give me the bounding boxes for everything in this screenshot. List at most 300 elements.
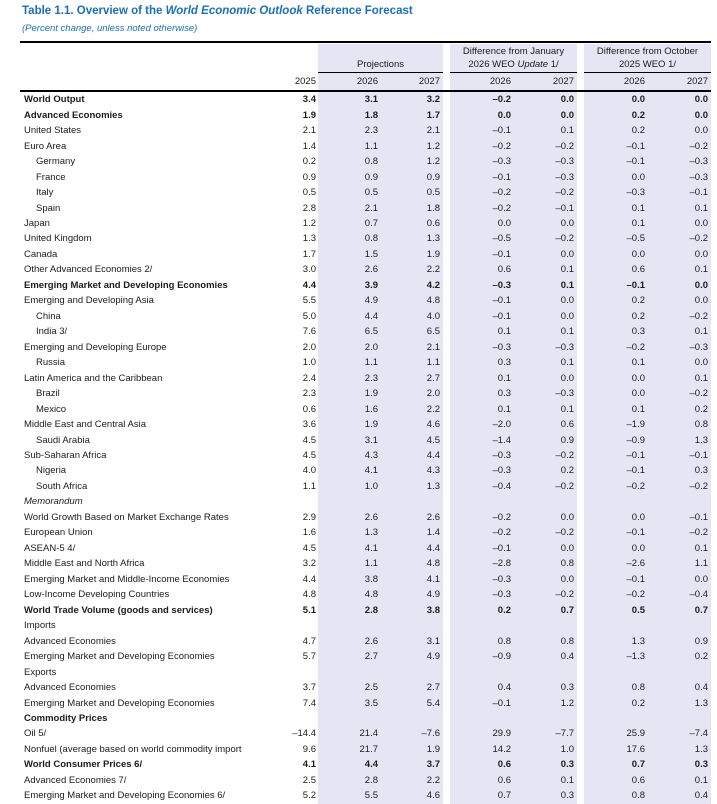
cell-value: 0.0 (631, 94, 645, 106)
cell-value: 4.4 (364, 310, 378, 322)
cell-value: –0.1 (626, 279, 645, 291)
cell-value: 14.2 (492, 743, 511, 755)
table-row (20, 541, 711, 556)
table-row (20, 247, 711, 262)
row-label: World Output (24, 94, 85, 106)
cell-value: 1.9 (426, 248, 440, 260)
row-label: China (36, 310, 61, 322)
table-row (20, 370, 711, 385)
cell-value: 2.0 (302, 341, 316, 353)
cell-value: 0.6 (426, 217, 440, 229)
cell-value: 3.9 (364, 279, 378, 291)
cell-value: 17.6 (626, 743, 645, 755)
table-subtitle: (Percent change, unless noted otherwise) (22, 23, 198, 34)
row-label: Advanced Economies (24, 635, 116, 647)
cell-value: 0.2 (631, 310, 645, 322)
table-row (20, 572, 711, 587)
row-label: Canada (24, 248, 58, 260)
cell-value: 2.7 (426, 372, 440, 384)
cell-value: 3.0 (302, 264, 316, 276)
cell-value: –0.2 (555, 233, 574, 245)
cell-value: –0.3 (555, 341, 574, 353)
cell-value: 4.0 (302, 465, 316, 477)
cell-value: 4.9 (426, 651, 440, 663)
cell-value: 4.7 (302, 635, 316, 647)
cell-value: 0.0 (560, 573, 574, 585)
cell-value: 0.0 (560, 94, 574, 106)
cell-value: –0.2 (555, 450, 574, 462)
row-label: Emerging and Developing Asia (24, 295, 154, 307)
cell-value: 0.0 (631, 372, 645, 384)
table-row (20, 278, 711, 293)
cell-value: 5.4 (426, 697, 440, 709)
year-header-jan-2026: 2026 (489, 76, 511, 87)
cell-value: –0.4 (689, 589, 708, 601)
table-row (20, 742, 711, 757)
cell-value: –0.3 (492, 589, 511, 601)
cell-value: 2.3 (364, 372, 378, 384)
cell-value: 1.3 (426, 233, 440, 245)
cell-value: 0.5 (426, 187, 440, 199)
row-label: India 3/ (36, 326, 68, 338)
table-row (20, 401, 711, 416)
table-row (20, 185, 711, 200)
cell-value: 0.9 (694, 635, 708, 647)
table-row (20, 200, 711, 215)
table-row (20, 556, 711, 571)
cell-value: 0.0 (694, 357, 708, 369)
cell-value: 4.4 (364, 759, 378, 771)
table-header (20, 44, 711, 91)
cell-value: 0.1 (694, 202, 708, 214)
row-label: Imports (24, 620, 56, 632)
row-label: Advanced Economies (24, 682, 116, 694)
cell-value: 0.4 (694, 790, 708, 802)
cell-value: –0.1 (492, 171, 511, 183)
year-header-jan-2027: 2027 (552, 76, 574, 87)
cell-value: 0.7 (631, 759, 645, 771)
table-row (20, 309, 711, 324)
cell-value: 0.6 (631, 774, 645, 786)
cell-value: 0.8 (364, 156, 378, 168)
cell-value: –2.0 (492, 419, 511, 431)
table-row (20, 262, 711, 277)
cell-value: 0.4 (497, 682, 511, 694)
cell-value: 4.8 (364, 589, 378, 601)
cell-value: 3.2 (302, 558, 316, 570)
cell-value: 3.4 (302, 94, 316, 106)
cell-value: 1.3 (631, 635, 645, 647)
cell-value: 4.9 (426, 589, 440, 601)
cell-value: 1.2 (302, 217, 316, 229)
cell-value: 4.2 (426, 279, 440, 291)
cell-value: 0.0 (694, 94, 708, 106)
cell-value: 3.7 (302, 682, 316, 694)
cell-value: 1.3 (302, 233, 316, 245)
cell-value: 25.9 (626, 728, 645, 740)
cell-value: 0.2 (497, 604, 511, 616)
cell-value: 1.6 (302, 527, 316, 539)
cell-value: 0.1 (560, 326, 574, 338)
cell-value: 0.1 (631, 357, 645, 369)
row-label: Mexico (36, 403, 67, 415)
table-row (20, 231, 711, 246)
cell-value: 1.6 (364, 403, 378, 415)
cell-value: 1.1 (364, 357, 378, 369)
cell-value: 0.3 (497, 388, 511, 400)
row-label: Saudi Arabia (36, 434, 90, 446)
cell-value: 0.0 (497, 109, 511, 121)
cell-value: 0.1 (560, 774, 574, 786)
row-label: World Growth Based on Market Exchange Rates (24, 511, 229, 523)
cell-value: 0.2 (694, 403, 708, 415)
row-label: Euro Area (24, 140, 67, 152)
table-row (20, 463, 711, 478)
row-label: Emerging Market and Developing Economies (24, 697, 215, 709)
cell-value: 0.0 (694, 573, 708, 585)
cell-value: 0.6 (497, 264, 511, 276)
cell-value: 4.4 (302, 573, 316, 585)
cell-value: –0.1 (492, 310, 511, 322)
cell-value: 2.8 (302, 202, 316, 214)
cell-value: –0.1 (689, 187, 708, 199)
cell-value: 2.5 (364, 682, 378, 694)
cell-value: 1.2 (426, 156, 440, 168)
row-label: Emerging Market and Middle-Income Economies (24, 573, 230, 585)
cell-value: 4.8 (426, 558, 440, 570)
cell-value: 0.0 (560, 248, 574, 260)
table-row (20, 355, 711, 370)
cell-value: 0.1 (560, 279, 574, 291)
table-row (20, 695, 711, 710)
year-header-2025: 2025 (294, 76, 316, 87)
cell-value: 4.8 (426, 295, 440, 307)
cell-value: 0.3 (694, 465, 708, 477)
cell-value: 0.8 (631, 790, 645, 802)
cell-value: 0.8 (364, 233, 378, 245)
cell-value: –0.1 (555, 202, 574, 214)
row-label: Low-Income Developing Countries (24, 589, 170, 601)
cell-value: 4.6 (426, 419, 440, 431)
cell-value: 0.1 (694, 264, 708, 276)
cell-value: 0.3 (560, 790, 574, 802)
cell-value: 4.4 (426, 450, 440, 462)
table-row (20, 649, 711, 664)
cell-value: 0.2 (631, 125, 645, 137)
cell-value: –0.4 (492, 480, 511, 492)
cell-value: –0.3 (689, 171, 708, 183)
cell-value: –0.3 (492, 341, 511, 353)
cell-value: 0.0 (560, 372, 574, 384)
table-title (22, 5, 413, 17)
table-row (20, 525, 711, 540)
cell-value: –0.2 (626, 480, 645, 492)
table-row (20, 602, 711, 617)
cell-value: 0.0 (694, 248, 708, 260)
row-label: Nigeria (36, 465, 67, 477)
cell-value: 5.7 (302, 651, 316, 663)
cell-value: –0.2 (555, 589, 574, 601)
cell-value: –7.6 (421, 728, 440, 740)
cell-value: –0.3 (689, 341, 708, 353)
cell-value: 2.6 (364, 511, 378, 523)
cell-value: 5.5 (302, 295, 316, 307)
cell-value: 1.3 (694, 434, 708, 446)
cell-value: –0.2 (689, 233, 708, 245)
cell-value: 0.2 (694, 651, 708, 663)
cell-value: 0.7 (497, 790, 511, 802)
row-label: Emerging Market and Developing Economies 6/ (24, 790, 226, 802)
cell-value: –0.1 (689, 511, 708, 523)
cell-value: 1.9 (302, 109, 316, 121)
cell-value: 6.5 (426, 326, 440, 338)
table-row (20, 680, 711, 695)
cell-value: 4.1 (364, 542, 378, 554)
cell-value: 4.5 (426, 434, 440, 446)
table-row (20, 448, 711, 463)
cell-value: –0.9 (626, 434, 645, 446)
cell-value: –7.7 (555, 728, 574, 740)
cell-value: –0.3 (555, 388, 574, 400)
cell-value: 0.2 (631, 109, 645, 121)
cell-value: 0.2 (631, 295, 645, 307)
table-row (20, 92, 711, 107)
cell-value: 21.7 (359, 743, 378, 755)
table-row (20, 711, 711, 726)
cell-value: 0.3 (560, 759, 574, 771)
cell-value: 0.2 (560, 465, 574, 477)
row-label: Germany (36, 156, 76, 168)
cell-value: –0.2 (492, 527, 511, 539)
cell-value: 2.0 (364, 341, 378, 353)
cell-value: –0.2 (689, 388, 708, 400)
cell-value: 3.5 (364, 697, 378, 709)
row-label: United Kingdom (24, 233, 92, 245)
table-row (20, 216, 711, 231)
cell-value: –0.2 (689, 140, 708, 152)
cell-value: –1.9 (626, 419, 645, 431)
cell-value: 0.9 (302, 171, 316, 183)
cell-value: –0.3 (492, 156, 511, 168)
cell-value: 2.2 (426, 264, 440, 276)
row-label: Japan (24, 217, 50, 229)
cell-value: –0.2 (626, 341, 645, 353)
cell-value: 3.2 (426, 94, 440, 106)
row-label: Nonfuel (average based on world commodity import (24, 743, 242, 755)
cell-value: 2.1 (302, 125, 316, 137)
diff-october-line1: Difference from October (596, 46, 699, 57)
cell-value: 3.8 (426, 604, 440, 616)
cell-value: 2.8 (364, 774, 378, 786)
cell-value: 0.0 (694, 125, 708, 137)
cell-value: –1.3 (626, 651, 645, 663)
diff-january-line2: 2026 WEO Update 1/ (468, 59, 559, 70)
cell-value: –0.3 (555, 156, 574, 168)
cell-value: 4.5 (302, 542, 316, 554)
table-row (20, 138, 711, 153)
cell-value: –0.2 (492, 202, 511, 214)
row-label: Emerging Market and Developing Economies (24, 279, 228, 291)
cell-value: –2.6 (626, 558, 645, 570)
cell-value: –0.9 (492, 651, 511, 663)
cell-value: 2.0 (426, 388, 440, 400)
cell-value: 0.0 (560, 542, 574, 554)
row-label: Italy (36, 187, 54, 199)
cell-value: 0.1 (631, 202, 645, 214)
cell-value: –0.2 (492, 187, 511, 199)
cell-value: 4.4 (426, 542, 440, 554)
table-row (20, 324, 711, 339)
table-row (20, 510, 711, 525)
cell-value: 0.3 (694, 759, 708, 771)
cell-value: 1.9 (426, 743, 440, 755)
cell-value: 1.0 (302, 357, 316, 369)
table-row (20, 664, 711, 679)
cell-value: 0.9 (560, 434, 574, 446)
cell-value: 0.8 (560, 635, 574, 647)
cell-value: –0.3 (689, 156, 708, 168)
cell-value: 0.0 (694, 217, 708, 229)
cell-value: –0.2 (555, 140, 574, 152)
row-label: Brazil (36, 388, 60, 400)
cell-value: 0.7 (364, 217, 378, 229)
row-label: World Consumer Prices 6/ (24, 759, 143, 771)
cell-value: –0.2 (555, 187, 574, 199)
cell-value: 2.2 (426, 403, 440, 415)
cell-value: 0.6 (302, 403, 316, 415)
table-row (20, 633, 711, 648)
row-label: Spain (36, 202, 61, 214)
cell-value: 4.0 (426, 310, 440, 322)
cell-value: 0.0 (560, 511, 574, 523)
table-row (20, 587, 711, 602)
cell-value: 9.6 (302, 743, 316, 755)
diff-january-line1: Difference from January (462, 46, 565, 57)
cell-value: –0.1 (689, 450, 708, 462)
cell-value: 0.0 (560, 109, 574, 121)
cell-value: 0.6 (497, 759, 511, 771)
cell-value: 0.1 (560, 403, 574, 415)
group-underline (318, 72, 443, 73)
cell-value: 1.3 (426, 480, 440, 492)
cell-value: 0.0 (694, 279, 708, 291)
row-label: World Trade Volume (goods and services) (24, 604, 213, 616)
table-row (20, 494, 711, 509)
cell-value: –0.1 (492, 697, 511, 709)
cell-value: 5.5 (364, 790, 378, 802)
column-group-diff-january (450, 45, 577, 71)
row-label: Emerging and Developing Europe (24, 341, 167, 353)
cell-value: 0.2 (302, 156, 316, 168)
cell-value: 7.4 (302, 697, 316, 709)
cell-value: 2.3 (302, 388, 316, 400)
cell-value: 1.9 (364, 419, 378, 431)
cell-value: –7.4 (689, 728, 708, 740)
cell-value: 3.1 (364, 434, 378, 446)
row-label: Exports (24, 666, 57, 678)
cell-value: 1.3 (694, 697, 708, 709)
cell-value: –0.2 (555, 527, 574, 539)
cell-value: 1.4 (426, 527, 440, 539)
table-row (20, 169, 711, 184)
cell-value: 2.8 (364, 604, 378, 616)
cell-value: –0.2 (492, 511, 511, 523)
cell-value: 0.0 (631, 511, 645, 523)
cell-value: 0.1 (631, 217, 645, 229)
cell-value: 2.9 (302, 511, 316, 523)
table-row (20, 726, 711, 741)
cell-value: –0.3 (492, 279, 511, 291)
cell-value: 4.1 (302, 759, 316, 771)
cell-value: 2.5 (302, 774, 316, 786)
cell-value: 0.8 (694, 419, 708, 431)
row-label: Other Advanced Economies 2/ (24, 264, 153, 276)
cell-value: 29.9 (492, 728, 511, 740)
cell-value: 0.9 (426, 171, 440, 183)
cell-value: 0.3 (631, 326, 645, 338)
table-row (20, 417, 711, 432)
cell-value: 0.2 (631, 697, 645, 709)
table-title-suffix: Reference Forecast (302, 5, 413, 17)
cell-value: 0.7 (560, 604, 574, 616)
row-label: Sub-Saharan Africa (24, 450, 107, 462)
cell-value: 1.1 (364, 140, 378, 152)
cell-value: 4.1 (364, 465, 378, 477)
cell-value: –0.2 (689, 310, 708, 322)
year-header-row (20, 74, 711, 89)
cell-value: –0.2 (555, 480, 574, 492)
cell-value: 1.0 (560, 743, 574, 755)
row-label: Latin America and the Caribbean (24, 372, 163, 384)
cell-value: 0.1 (694, 774, 708, 786)
cell-value: 2.1 (426, 125, 440, 137)
cell-value: 0.6 (631, 264, 645, 276)
row-label: Russia (36, 357, 66, 369)
row-label: Emerging Market and Developing Economies (24, 651, 215, 663)
row-label: Memorandum (24, 496, 83, 508)
cell-value: 0.0 (694, 109, 708, 121)
cell-value: 0.1 (497, 372, 511, 384)
cell-value: 4.4 (302, 279, 316, 291)
cell-value: –0.2 (689, 527, 708, 539)
cell-value: –0.1 (626, 140, 645, 152)
cell-value: –0.2 (492, 140, 511, 152)
table-title-italic: World Economic Outlook (165, 5, 303, 17)
row-label: United States (24, 125, 82, 137)
cell-value: –0.3 (492, 450, 511, 462)
column-group-diff-october (584, 45, 711, 71)
cell-value: 1.8 (364, 109, 378, 121)
cell-value: 3.7 (426, 759, 440, 771)
cell-value: –0.1 (626, 450, 645, 462)
cell-value: 4.5 (302, 434, 316, 446)
cell-value: 0.4 (694, 682, 708, 694)
cell-value: 0.3 (560, 682, 574, 694)
cell-value: 5.0 (302, 310, 316, 322)
cell-value: –1.4 (492, 434, 511, 446)
cell-value: 2.6 (364, 635, 378, 647)
cell-value: 0.7 (694, 604, 708, 616)
cell-value: 0.1 (497, 403, 511, 415)
cell-value: 0.8 (560, 558, 574, 570)
row-label: Advanced Economies (24, 109, 123, 121)
cell-value: 1.2 (560, 697, 574, 709)
cell-value: 5.2 (302, 790, 316, 802)
row-label: South Africa (36, 480, 88, 492)
cell-value: –0.1 (626, 156, 645, 168)
cell-value: 0.0 (631, 542, 645, 554)
cell-value: –0.1 (492, 248, 511, 260)
